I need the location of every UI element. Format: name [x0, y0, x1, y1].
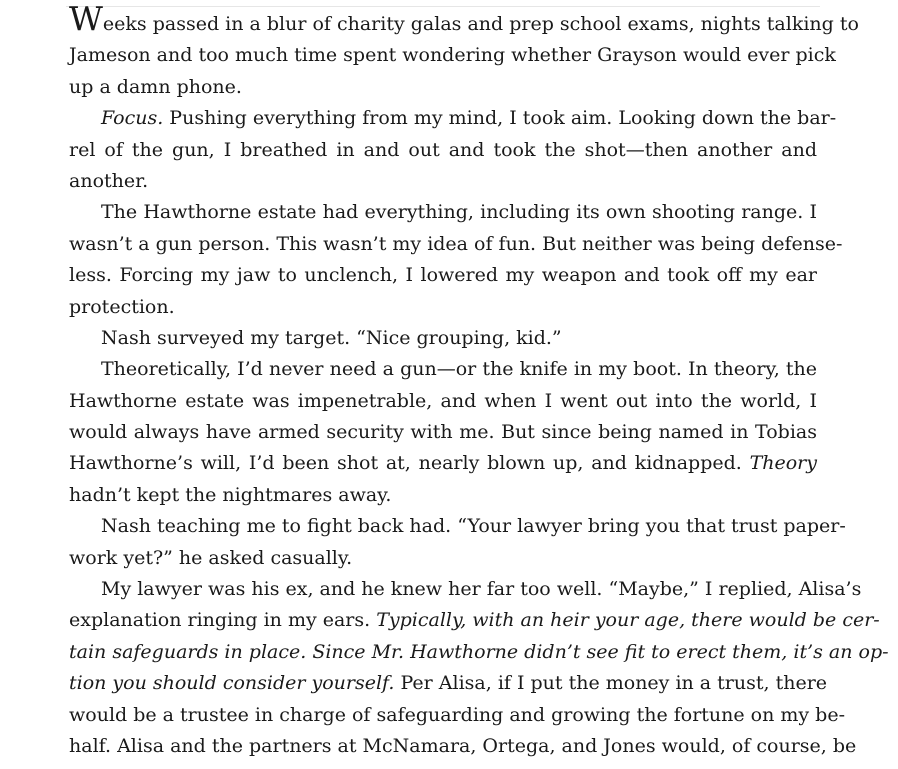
- text-line: [69, 668, 828, 699]
- text-line: [69, 166, 817, 197]
- line-text: wasn’t a gun person. This wasn’t my idea of fun. But neither was being defense-: [69, 232, 843, 255]
- line-text: Theoretically, I’d never need a gun—or the knife in my boot. In theory, the: [101, 358, 817, 381]
- text-line: [69, 229, 843, 260]
- italic-text: Focus.: [101, 107, 164, 130]
- text-line: [69, 260, 817, 291]
- line-text: another.: [69, 169, 149, 192]
- text-line: [69, 135, 817, 166]
- line-text: eeks passed in a blur of charity galas and prep school exams, nights talking to: [102, 13, 859, 35]
- italic-text: Theory: [749, 452, 817, 475]
- text-line: [69, 731, 857, 762]
- top-rule: [66, 6, 820, 7]
- text-line: [69, 323, 817, 354]
- text-line: [69, 197, 817, 228]
- text-line: [69, 574, 862, 605]
- text-line: [69, 417, 817, 448]
- drop-cap: W: [69, 0, 103, 38]
- line-text: would be a trustee in charge of safeguarding and growing the fortune on my be-: [69, 703, 846, 726]
- text-line: [69, 386, 817, 417]
- body-text: [69, 0, 889, 762]
- line-text: The Hawthorne estate had everything, including its own shooting range. I: [101, 201, 817, 224]
- text-line: [69, 0, 859, 40]
- line-text: Per Alisa, if I put the money in a trust, there: [394, 672, 828, 695]
- line-text: half. Alisa and the partners at McNamara, Ortega, and Jones would, of course, be: [69, 734, 857, 757]
- text-line: [69, 543, 817, 574]
- line-text: Nash teaching me to fight back had. “Your lawyer bring you that trust paper-: [101, 515, 846, 538]
- line-text: up a damn phone.: [69, 75, 242, 98]
- text-line: [69, 637, 889, 668]
- line-text: Nash surveyed my target. “Nice grouping, kid.”: [101, 326, 562, 349]
- line-text: work yet?” he asked casually.: [69, 546, 353, 569]
- text-line: [69, 40, 836, 71]
- line-text: Hawthorne estate was impenetrable, and when I went out into the world, I: [69, 389, 817, 412]
- italic-text: Typically, with an heir your age, there would be cer-: [376, 609, 880, 632]
- text-line: [69, 103, 837, 134]
- italic-text: tain safeguards in place. Since Mr. Hawthorne didn’t see fit to erect them, it’s an op-: [69, 640, 889, 663]
- text-line: [69, 292, 817, 323]
- text-line: [69, 448, 817, 479]
- line-text: less. Forcing my jaw to unclench, I lowered my weapon and took off my ear: [69, 264, 817, 287]
- line-text: rel of the gun, I breathed in and out and took the shot—then another and: [69, 138, 817, 161]
- text-line: [69, 480, 817, 511]
- line-text: Hawthorne’s will, I’d been shot at, nearly blown up, and kidnapped.: [69, 452, 750, 475]
- text-line: [69, 354, 817, 385]
- line-text: would always have armed security with me. But since being named in Tobias: [69, 421, 817, 444]
- line-text: protection.: [69, 295, 175, 318]
- line-text: explanation ringing in my ears.: [69, 609, 377, 632]
- text-line: [69, 511, 846, 542]
- line-text: hadn’t kept the nightmares away.: [69, 483, 392, 506]
- line-text: Pushing everything from my mind, I took aim. Looking down the bar-: [163, 107, 837, 130]
- line-text: My lawyer was his ex, and he knew her far too well. “Maybe,” I replied, Alisa’s: [101, 578, 862, 601]
- text-line: [69, 605, 880, 636]
- line-text: Jameson and too much time spent wondering whether Grayson would ever pick: [69, 44, 836, 67]
- italic-text: tion you should consider yourself.: [69, 672, 395, 695]
- text-line: [69, 72, 817, 103]
- text-line: [69, 700, 846, 731]
